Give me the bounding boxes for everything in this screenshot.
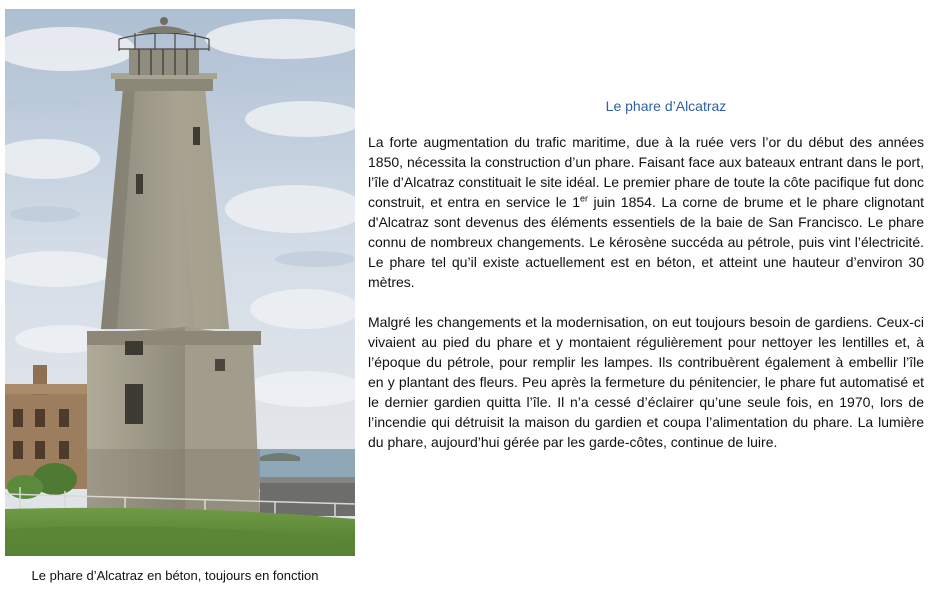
article-title: Le phare d’Alcatraz	[605, 98, 727, 114]
paragraph-history-text-continued: juin 1854. La corne de brume et le phare clignotant d'Alcatraz sont devenus des éléments essentiels de la baie de San Francisco. Le phare connu de nombreux changements. Le kérosène succéda au pétrole, puis vint l’électricité. Le phare tel qu’il existe actuellement est en béton, et atteint une hauteur d’environ 30 mètres.	[368, 194, 924, 290]
photo-caption: Le phare d’Alcatraz en béton, toujours en fonction	[31, 568, 319, 583]
lighthouse-illustration	[5, 9, 355, 556]
paragraph-history-text: La forte augmentation du trafic maritime, due à la ruée vers l’or du début des années 1850, nécessita la construction d’un phare. Faisant face aux bateaux entrant dans le port, l’île d’Alcatraz constituait le site idéal. Le premier phare de toute la côte pacifique fut donc construit, et entra en service le 1	[368, 134, 924, 210]
paragraph-history	[368, 132, 924, 292]
lighthouse-photo	[5, 9, 355, 556]
paragraph-keepers: Malgré les changements et la modernisation, on eut toujours besoin de gardiens. Ceux-ci vivaient au pied du phare et y montaient régulièrement pour nettoyer les lentilles et, à l’époque du pétrole, pour remplir les lampes. Ils contribuèrent également à embellir l’île en y plantant des fleurs. Peu après la fermeture du pénitencier, le phare fut automatisé et le dernier gardien quitta l’île. Il n’a cessé d’éclairer qu’une seule fois, en 1970, lors de l’incendie qui détruisit la maison du gardien et coupa l’alimentation du phare. La lumière du phare, aujourd’hui gérée par les garde-côtes, continue de luire.	[368, 314, 924, 450]
ordinal-superscript: er	[580, 193, 589, 204]
article	[368, 96, 924, 472]
